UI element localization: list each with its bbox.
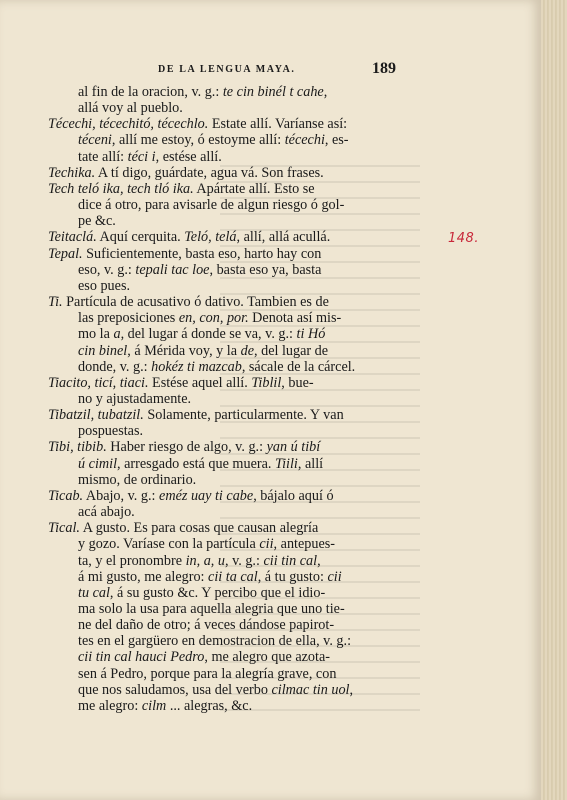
text-line: cin binel, á Mérida voy, y la de, del lugar de bbox=[78, 342, 329, 359]
text-line: téceni, allí me estoy, ó estoyme allí: técechi, es- bbox=[78, 132, 349, 149]
text-line: y gozo. Varíase con la partícula cii, antepues- bbox=[78, 536, 336, 553]
text-line: donde, v. g.: hokéz ti mazcab, sácale de la cárcel. bbox=[78, 358, 356, 375]
text-line: ne del daño de otro; á veces dándose papirot- bbox=[78, 617, 335, 634]
text-line: Tepal. Suficientemente, basta eso, harto hay con bbox=[48, 245, 322, 262]
text-line: Tech teló ika, tech tló ika. Apártate allí. Esto se bbox=[48, 180, 315, 197]
text-line: sen á Pedro, porque para la alegría grave, con bbox=[78, 665, 337, 682]
dictionary-body-text bbox=[48, 84, 412, 714]
text-line: que nos saludamos, usa del verbo cilmac tin uol, bbox=[78, 681, 354, 698]
page-header bbox=[0, 60, 541, 80]
text-line: eso, v. g.: tepali tac loe, basta eso ya, basta bbox=[78, 261, 322, 278]
text-line: Tibi, tibib. Haber riesgo de algo, v. g.: yan ú tibí bbox=[48, 439, 321, 456]
text-line: Ti. Partícula de acusativo ó dativo. Tambien es de bbox=[48, 294, 329, 311]
running-head: DE LA LENGUA MAYA. bbox=[158, 64, 296, 75]
text-line: Tiacito, ticí, tiaci. Estése aquel allí. Tiblil, bue- bbox=[48, 374, 314, 391]
text-line: á mi gusto, me alegro: cii ta cal, á tu gusto: cii bbox=[78, 568, 342, 585]
text-line: tate allí: téci i, estése allí. bbox=[78, 148, 222, 165]
text-line: ma solo la usa para aquella alegria que uno tie- bbox=[78, 601, 345, 617]
text-line: mismo, de ordinario. bbox=[78, 471, 197, 488]
text-line: mo la a, del lugar á donde se va, v. g.: ti Hó bbox=[78, 326, 326, 343]
text-line: me alegro: cilm ... alegras, &c. bbox=[78, 697, 253, 714]
text-line: Tical. A gusto. Es para cosas que causan alegría bbox=[48, 520, 319, 537]
text-line: al fin de la oracion, v. g.: te cin binél t cahe, bbox=[78, 84, 328, 100]
text-line: no y ajustadamente. bbox=[78, 390, 192, 407]
text-line: eso pues. bbox=[78, 277, 131, 294]
text-line: Técechi, técechitó, técechlo. Estate allí. Varíanse así: bbox=[48, 116, 348, 133]
text-line: Teitaclá. Aquí cerquita. Teló, telá, allí, allá acullá. bbox=[48, 229, 331, 246]
text-line: dice á otro, para avisarle de algun riesgo ó gol- bbox=[78, 197, 345, 214]
text-line: Techika. A tí digo, guárdate, agua vá. Son frases. bbox=[48, 164, 324, 181]
page-edge-stack bbox=[541, 0, 567, 800]
text-line: ú cimil, arresgado está que muera. Tiili, allí bbox=[78, 455, 324, 472]
text-line: Ticab. Abajo, v. g.: eméz uay ti cabe, bájalo aquí ó bbox=[48, 487, 334, 504]
text-line: tes en el gargüero en demostracion de ella, v. g.: bbox=[78, 633, 352, 650]
text-line: ta, y el pronombre in, a, u, v. g.: cii tin cal, bbox=[78, 552, 321, 569]
text-line: Tibatzil, tubatzil. Solamente, particularmente. Y van bbox=[48, 407, 344, 424]
text-line: cii tin cal hauci Pedro, me alegro que azota- bbox=[78, 649, 330, 666]
text-line: allá voy al pueblo. bbox=[78, 100, 183, 117]
text-line: las preposiciones en, con, por. Denota así mis- bbox=[78, 310, 342, 327]
text-line: acá abajo. bbox=[78, 504, 135, 521]
text-line: tu cal, á su gusto &c. Y percibo que el idio- bbox=[78, 584, 326, 601]
page-number: 189 bbox=[372, 60, 396, 77]
handwritten-margin-note: 148. bbox=[448, 231, 479, 246]
text-line: pospuestas. bbox=[78, 423, 144, 440]
text-line: pe &c. bbox=[78, 213, 116, 230]
